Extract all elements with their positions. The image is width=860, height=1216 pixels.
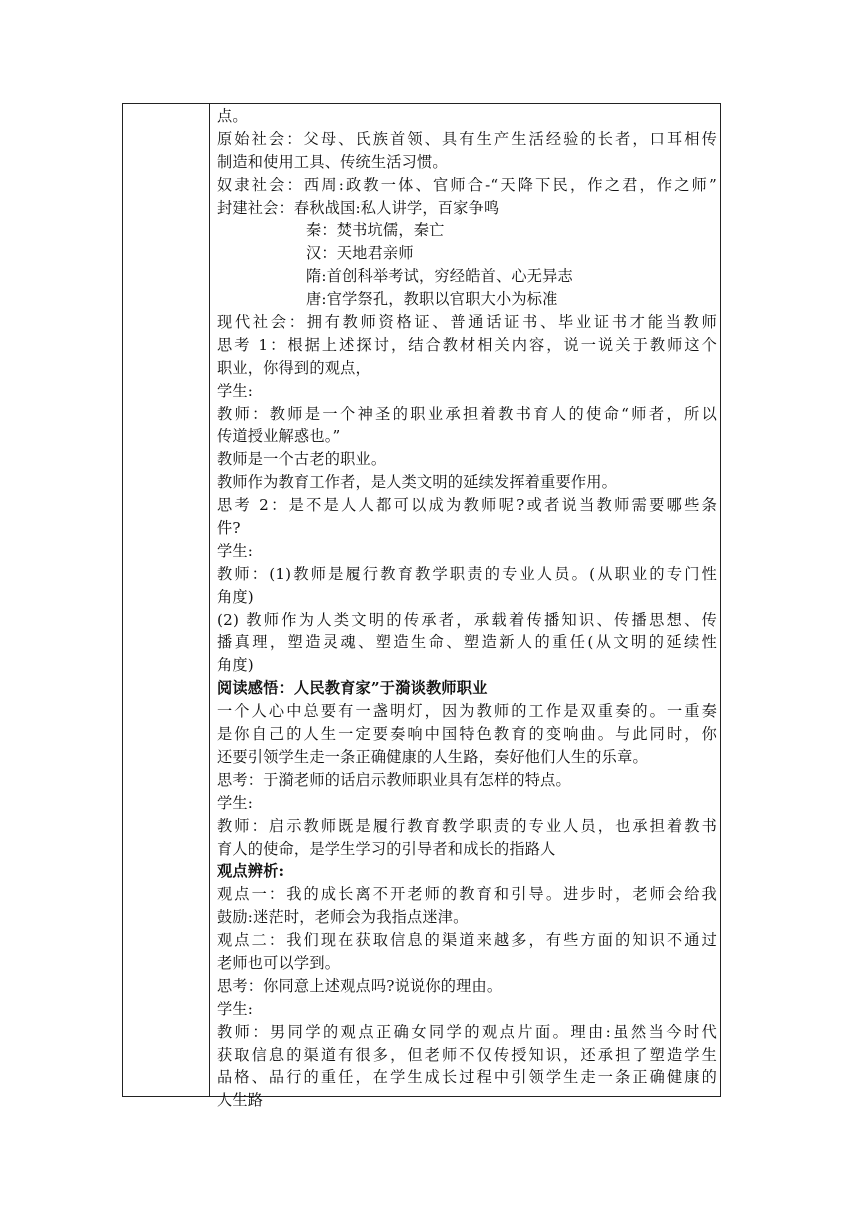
text-line: 学生: [217,541,254,560]
text-line: 思考 1：根据上述探讨，结合教材相关内容，说一说关于教师这个 [217,335,717,354]
text-line: 还要引领学生走一条正确健康的人生路，奏好他们人生的乐章。 [217,747,648,766]
text-line: 原始社会：父母、氏族首领、具有生产生活经验的长者，口耳相传 [217,129,717,148]
text-line: 老师也可以学到。 [217,953,341,972]
text-line: 点。 [217,107,248,125]
text-line: 件? [217,519,241,538]
text-line: 教师：教师是一个神圣的职业承担着教书育人的使命“师者，所以 [217,404,717,423]
text-line: 教师：启示教师既是履行教育教学职责的专业人员，也承担着教书 [217,816,717,835]
section-heading: 阅读感悟：人民教育家”于漪谈教师职业 [217,679,488,698]
text-line: 教师：(1)教师是履行教育教学职责的专业人员。(从职业的专门性 [217,564,717,583]
left-column-cell [123,104,210,1096]
text-line: 秦：焚书坑儒，秦亡 [306,221,445,240]
text-line: 思考 2：是不是人人都可以成为教师呢?或者说当教师需要哪些条 [217,496,717,515]
text-line: 学生: [217,793,254,812]
text-line: 角度) [217,587,254,606]
text-line: 育人的使命，是学生学习的引导者和成长的指路人 [217,839,556,858]
text-line: 汉：天地君亲师 [306,244,414,263]
text-line: 学生: [217,999,254,1018]
text-line: 奴隶社会：西周:政教一体、官师合-“天降下民，作之君，作之师” [217,175,717,194]
text-line: 角度) [217,656,254,675]
text-line: 教师是一个古老的职业。 [217,450,387,469]
text-line: 现代社会：拥有教师资格证、普通话证书、毕业证书才能当教师 [217,313,717,332]
text-line: 封建社会：春秋战国:私人讲学，百家争鸣 [217,198,500,217]
text-line: 制造和使用工具、传统生活习惯。 [217,152,448,171]
text-line: 学生: [217,381,254,400]
text-line: (2) 教师作为人类文明的传承者，承载着传播知识、传播思想、传 [217,610,717,629]
content-cell [217,105,717,1112]
text-line: 思考：于漪老师的话启示教师职业具有怎样的特点。 [217,770,571,789]
text-line: 观点一：我的成长离不开老师的教育和引导。进步时，老师会给我 [217,885,717,904]
text-line: 唐:官学祭孔，教职以官职大小为标准 [306,290,558,309]
text-line: 人生路 [217,1091,264,1110]
text-line: 教师：男同学的观点正确女同学的观点片面。理由:虽然当今时代 [217,1022,717,1041]
text-line: 思考：你同意上述观点吗?说说你的理由。 [217,976,503,995]
lesson-table [122,103,721,1110]
text-line: 隋:首创科举考试，穷经皓首、心无异志 [306,267,573,286]
text-line: 传道授业解惑也。” [217,427,341,446]
text-line: 获取信息的渠道有很多，但老师不仅传授知识，还承担了塑造学生 [217,1045,717,1064]
text-line: 是你自己的人生一定要奏响中国特色教育的变响曲。与此同时，你 [217,725,717,744]
text-line: 播真理，塑造灵魂、塑造生命、塑造新人的重任(从文明的延续性 [217,633,717,652]
text-line: 一个人心中总要有一盏明灯，因为教师的工作是双重奏的。一重奏 [217,702,717,721]
section-heading: 观点辨析: [217,862,285,881]
text-line: 教师作为教育工作者，是人类文明的延续发挥着重要作用。 [217,473,618,492]
text-line: 观点二：我们现在获取信息的渠道来越多，有些方面的知识不通过 [217,931,717,950]
text-line: 职业，你得到的观点， [217,358,371,377]
text-line: 鼓励:迷茫时，老师会为我指点迷津。 [217,908,469,927]
text-line: 品格、品行的重任，在学生成长过程中引领学生走一条正确健康的 [217,1068,717,1087]
